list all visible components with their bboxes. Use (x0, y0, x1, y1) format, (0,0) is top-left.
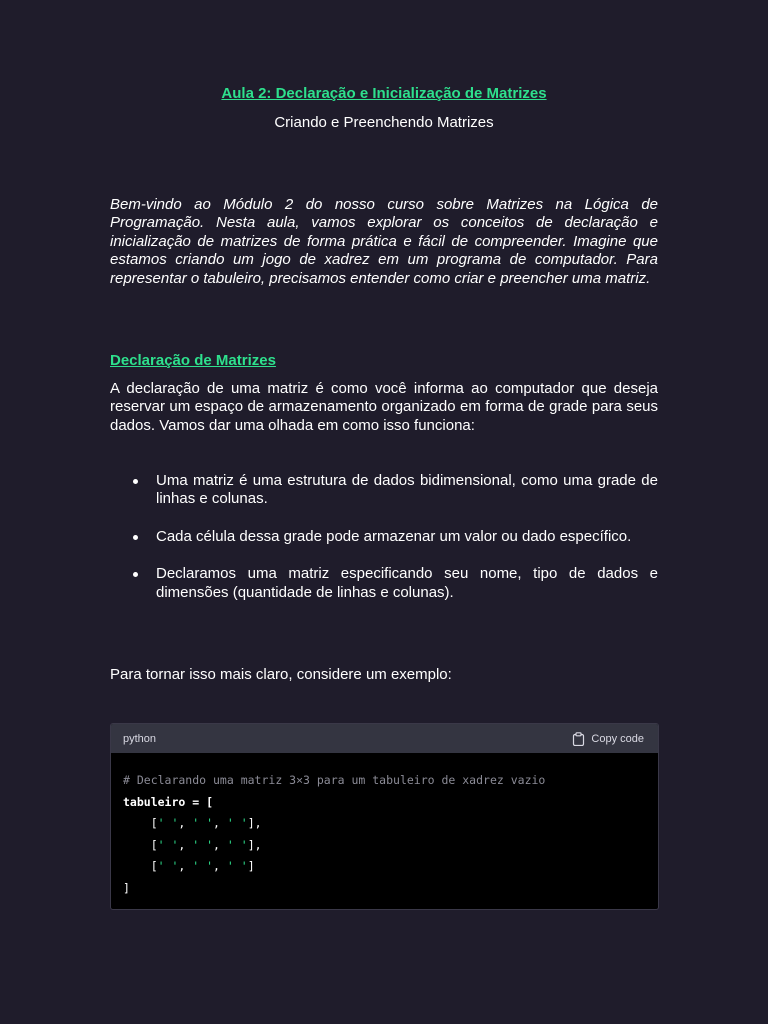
list-item (110, 528, 658, 546)
intro-paragraph: Bem-vindo ao Módulo 2 do nosso curso sobre Matrizes na Lógica de Programação. Nesta aula, vamos explorar os conceitos de declaração e inicialização de matrizes de forma prática e fácil de compreender. Imagine que estamos criando um jogo de xadrez em um programa de computador. Para representar o tabuleiro, precisamos entender como criar e preencher uma matriz. (110, 196, 658, 287)
code-comment: # Declarando uma matriz 3×3 para um tabuleiro de xadrez vazio (123, 773, 546, 787)
copy-code-button[interactable] (572, 732, 644, 746)
lesson-title: Aula 2: Declaração e Inicialização de Matrizes (221, 85, 547, 102)
bullet-icon (133, 479, 138, 484)
list-item-text: Uma matriz é uma estrutura de dados bidimensional, como uma grade de linhas e colunas. (156, 472, 658, 508)
code-row: [' ', ' ', ' '] (123, 859, 255, 873)
list-item-text: Declaramos uma matriz especificando seu nome, tipo de dados e dimensões (quantidade de linhas e colunas). (156, 565, 658, 601)
section-paragraph: A declaração de uma matriz é como você informa ao computador que deseja reservar um espaço de armazenamento organizado em forma de grade para seus dados. Vamos dar uma olhada em como isso funciona: (110, 380, 658, 434)
code-block (110, 723, 659, 910)
example-intro: Para tornar isso mais claro, considere um exemplo: (110, 666, 452, 683)
list-item (110, 472, 658, 509)
list-item (110, 565, 658, 602)
code-row: [' ', ' ', ' '], (123, 816, 262, 830)
bullet-icon (133, 535, 138, 540)
code-body (111, 753, 658, 910)
bullet-list (110, 472, 658, 621)
section-title: Declaração de Matrizes (110, 352, 276, 369)
code-declaration: tabuleiro = [ (123, 794, 214, 809)
list-item-text: Cada célula dessa grade pode armazenar um valor ou dado específico. (156, 527, 632, 545)
copy-code-label: Copy code (591, 732, 644, 745)
clipboard-icon (572, 732, 585, 746)
lesson-subtitle: Criando e Preenchendo Matrizes (274, 114, 494, 131)
code-row: [' ', ' ', ' '], (123, 837, 262, 852)
code-language-label: python (123, 732, 157, 745)
code-closing: ] (123, 880, 130, 895)
code-header (111, 724, 658, 753)
bullet-icon (133, 572, 138, 577)
